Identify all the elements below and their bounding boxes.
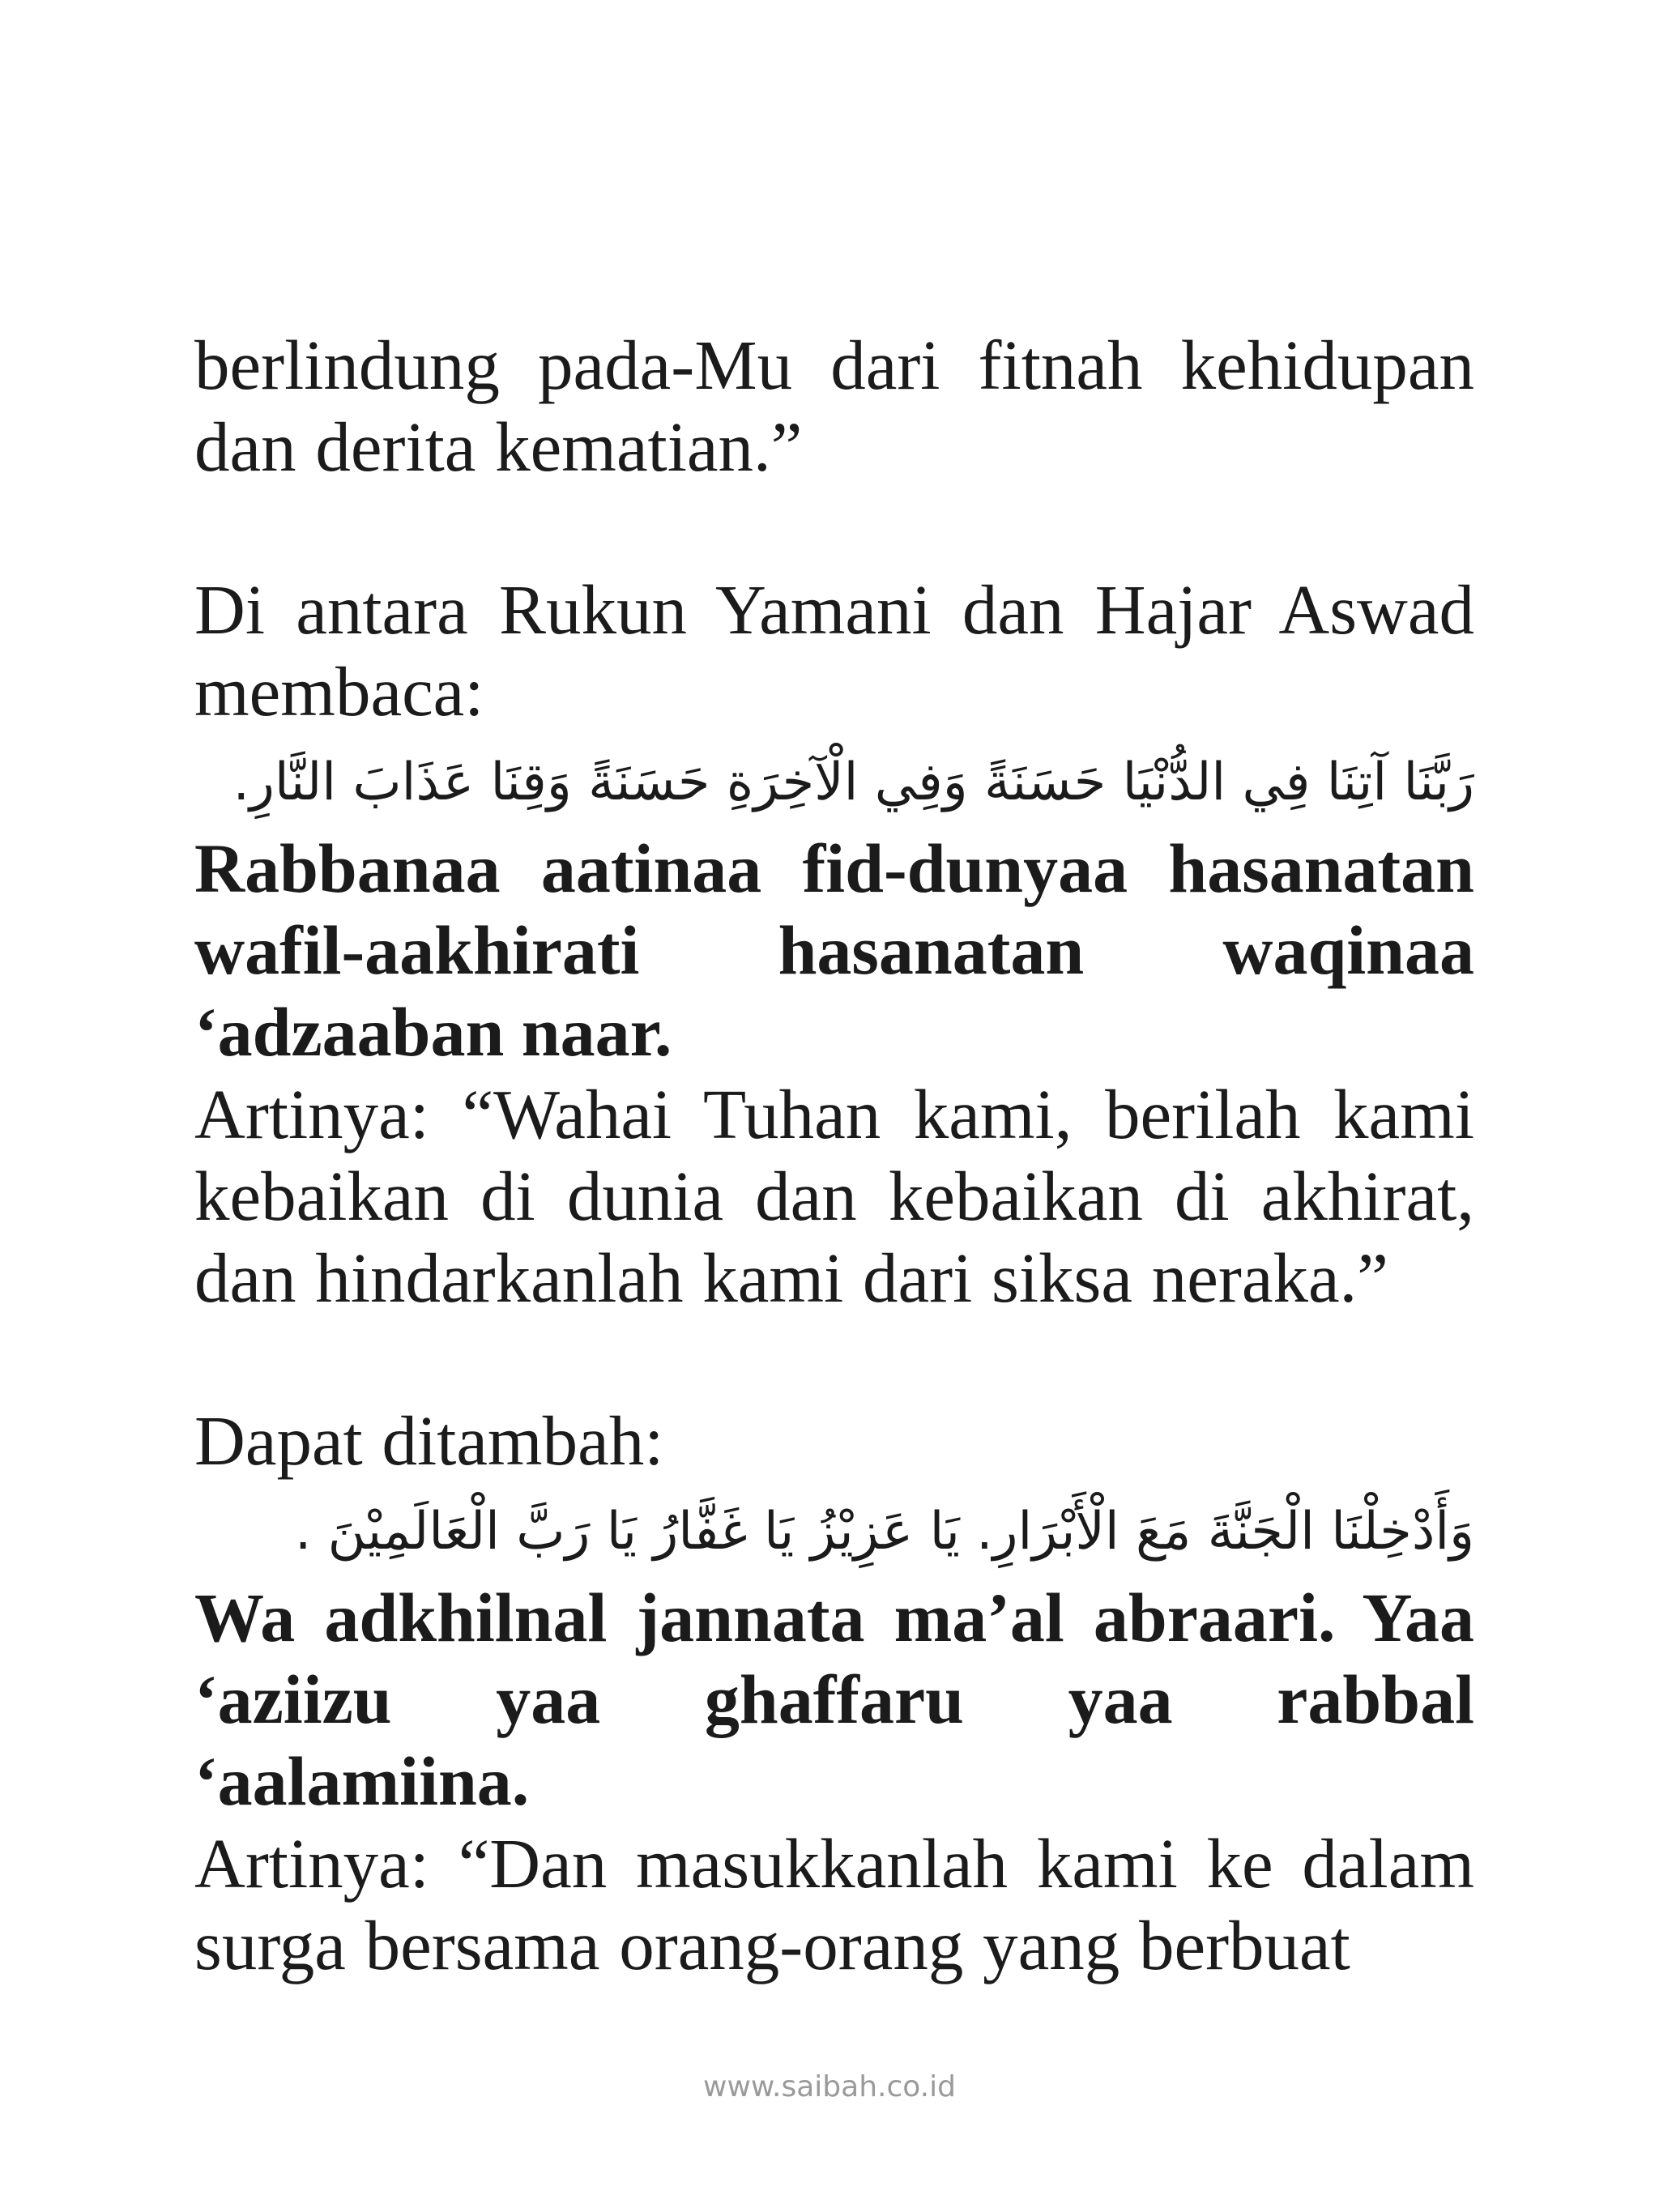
section2-intro: Dapat ditambah: bbox=[194, 1401, 664, 1480]
section2-translation: Artinya: “Dan masukkanlah kami ke dalam surga bersama orang-orang yang berbuat bbox=[194, 1824, 1474, 1984]
footer-url: www.saibah.co.id bbox=[703, 2070, 956, 2103]
section2-transliteration: Wa adkhilnal jannata ma’al abraari. Yaa ‘aziizu yaa ghaffaru yaa rabbal ‘aalamiina. bbox=[194, 1579, 1474, 1820]
section1-transliteration: Rabbanaa aatinaa fid-dunyaa hasanatan wafil-aakhirati hasanatan waqinaa ‘adzaaban naar. bbox=[194, 829, 1474, 1071]
paragraph-gap bbox=[194, 488, 1474, 569]
paragraph-gap bbox=[194, 1319, 1474, 1400]
document-page bbox=[194, 324, 1474, 1986]
section1-arabic-prayer: رَبَّنَا آتِنَا فِي الدُّنْيَا حَسَنَةً وَفِي الْآخِرَةِ حَسَنَةً وَقِنَا عَذَابَ النَّارِ. bbox=[232, 752, 1474, 812]
section1-translation: Artinya: “Wahai Tuhan kami, berilah kami kebaikan di dunia dan kebaikan di akhirat, dan hindarkanlah kami dari siksa neraka.” bbox=[194, 1075, 1474, 1317]
section2-arabic-prayer: وَأَدْخِلْنَا الْجَنَّةَ مَعَ الْأَبْرَارِ. يَا عَزِيْزُ يَا غَفَّارُ يَا رَبَّ الْعَالَمِيْنَ . bbox=[294, 1502, 1474, 1562]
section1-intro: Di antara Rukun Yamani dan Hajar Aswad membaca: bbox=[194, 570, 1474, 731]
continuation-paragraph: berlindung pada-Mu dari fitnah kehidupan dan derita kematian.” bbox=[194, 326, 1474, 486]
